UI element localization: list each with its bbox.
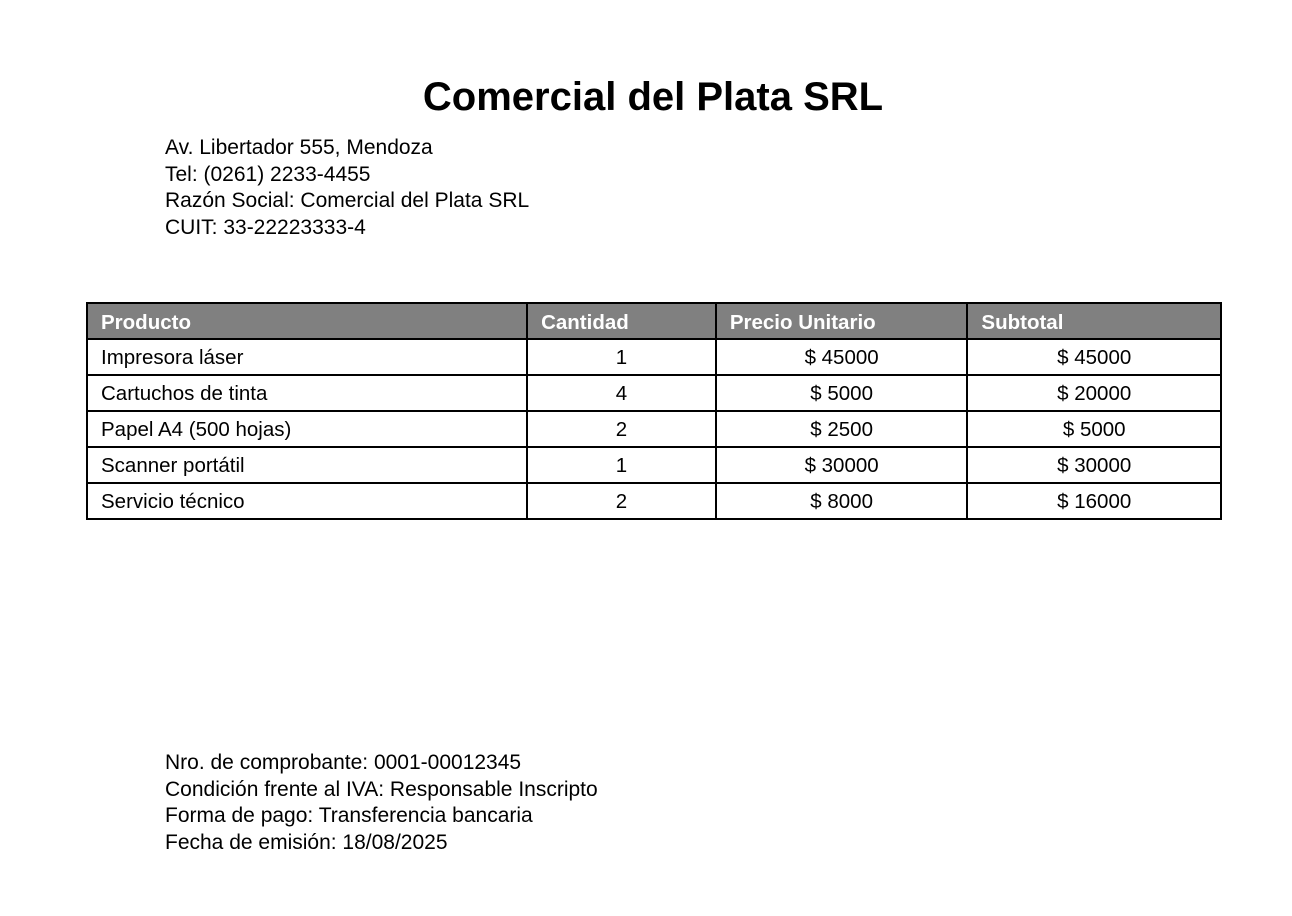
cell-precio-unitario: $ 8000 xyxy=(716,483,968,519)
company-cuit: CUIT: 33-22223333-4 xyxy=(165,215,366,239)
cell-producto: Impresora láser xyxy=(87,339,527,375)
cell-subtotal: $ 45000 xyxy=(967,339,1221,375)
cell-precio-unitario: $ 45000 xyxy=(716,339,968,375)
cell-producto: Cartuchos de tinta xyxy=(87,375,527,411)
header-producto: Producto xyxy=(87,303,527,339)
iva-condition: Condición frente al IVA: Responsable Inscripto xyxy=(165,777,598,801)
cell-subtotal: $ 16000 xyxy=(967,483,1221,519)
cell-subtotal: $ 20000 xyxy=(967,375,1221,411)
header-subtotal: Subtotal xyxy=(967,303,1221,339)
header-precio-unitario: Precio Unitario xyxy=(716,303,968,339)
invoice-number: Nro. de comprobante: 0001-00012345 xyxy=(165,751,522,774)
cell-cantidad: 1 xyxy=(527,447,716,483)
cell-cantidad: 4 xyxy=(527,375,716,411)
cell-cantidad: 2 xyxy=(527,411,716,447)
cell-subtotal: $ 5000 xyxy=(967,411,1221,447)
company-legal-name: Razón Social: Comercial del Plata SRL xyxy=(165,189,530,213)
cell-precio-unitario: $ 2500 xyxy=(716,411,968,447)
cell-precio-unitario: $ 30000 xyxy=(716,447,968,483)
table-row xyxy=(87,375,1221,411)
cell-producto: Papel A4 (500 hojas) xyxy=(87,411,527,447)
cell-cantidad: 1 xyxy=(527,339,716,375)
cell-producto: Scanner portátil xyxy=(87,447,527,483)
issue-date: Fecha de emisión: 18/08/2025 xyxy=(165,830,448,854)
cell-producto: Servicio técnico xyxy=(87,483,527,519)
table-header-row xyxy=(87,303,1221,339)
company-info xyxy=(165,135,529,241)
table-row xyxy=(87,483,1221,519)
cell-precio-unitario: $ 5000 xyxy=(716,375,968,411)
table-row xyxy=(87,447,1221,483)
company-title: Comercial del Plata SRL xyxy=(422,75,884,119)
company-address: Av. Libertador 555, Mendoza xyxy=(165,136,433,159)
company-phone: Tel: (0261) 2233-4455 xyxy=(165,162,371,186)
cell-subtotal: $ 30000 xyxy=(967,447,1221,483)
payment-method: Forma de pago: Transferencia bancaria xyxy=(165,804,533,828)
invoice-info xyxy=(165,750,598,856)
items-table xyxy=(86,302,1222,520)
table-row xyxy=(87,339,1221,375)
table-row xyxy=(87,411,1221,447)
header-cantidad: Cantidad xyxy=(527,303,716,339)
cell-cantidad: 2 xyxy=(527,483,716,519)
